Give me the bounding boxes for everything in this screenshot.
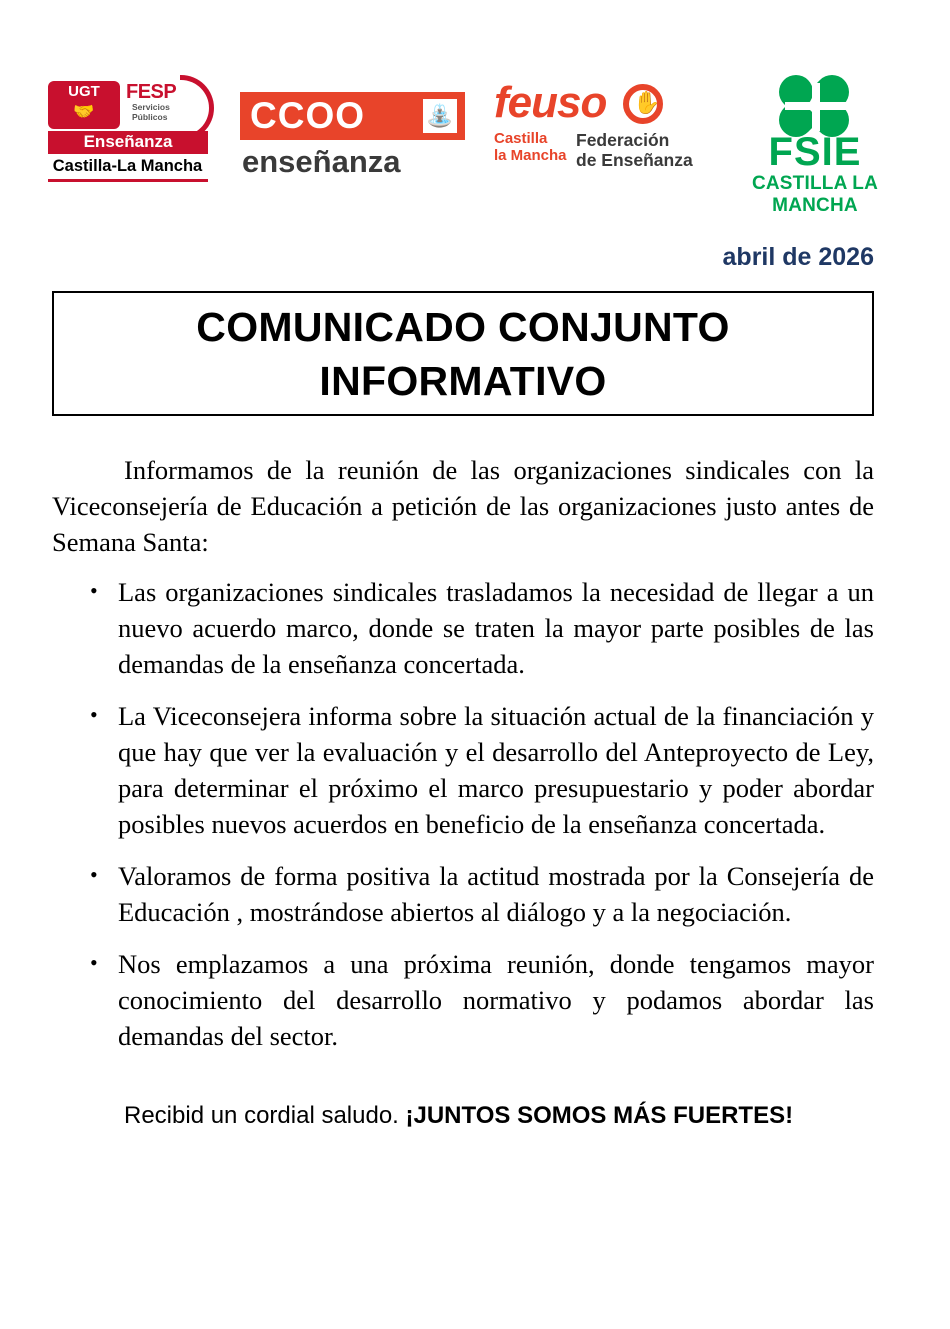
logo-ugt [40, 75, 215, 195]
list-item: • La Viceconsejera informa sobre la situación actual de la financiación y que hay que ver la evaluación y el desarrollo del Anteproyecto de Ley, para determinar el próximo el marco presupuestario y poder abordar posibles nuevos acuerdos en beneficio de la enseñanza concertada. [52, 698, 874, 842]
closing-greeting: Recibid un cordial saludo. [124, 1102, 406, 1129]
hand-icon: ✋ [633, 89, 661, 115]
ugt-acronym: UGT [68, 83, 100, 100]
feuso-region-label: Castilla la Mancha [494, 129, 567, 164]
feuso-federation-label: Federación de Enseñanza [576, 129, 693, 170]
list-item: • Valoramos de forma positiva la actitud mostrada por la Consejería de Educación , mostrándose abiertos al diálogo y a la negociación. [52, 858, 874, 930]
ugt-underline [48, 179, 208, 182]
castle-icon: ⛲ [423, 99, 457, 133]
document-date: abril de 2026 [722, 243, 874, 271]
closing-slogan: ¡JUNTOS SOMOS MÁS FUERTES! [405, 1102, 794, 1129]
ccoo-acronym: CCOO [250, 95, 365, 136]
ugt-services-label: Servicios Públicos [132, 102, 170, 122]
ugt-fesp-label: FESP [126, 81, 177, 103]
handshake-icon: 🤝 [73, 102, 95, 121]
document-body [52, 452, 874, 1156]
fsie-region-label: CASTILLA LA MANCHA [751, 173, 879, 216]
list-item: • Nos emplazamos a una próxima reunión, donde tengamos mayor conocimiento del desarrollo normativo y podamos abordar las demandas del sector. [52, 946, 874, 1054]
ccoo-sector-label: enseñanza [242, 144, 401, 179]
ugt-sector-label: Enseñanza [48, 131, 208, 154]
fsie-acronym: FSIE [768, 130, 862, 174]
bullet-list [52, 574, 874, 1054]
ccoo-bar [240, 92, 465, 140]
title-box [52, 291, 874, 416]
logo-ccoo [240, 80, 465, 190]
feuso-acronym: feuso [494, 77, 607, 127]
list-item: • Las organizaciones sindicales trasladamos la necesidad de llegar a un nuevo acuerdo marco, donde se traten la mayor parte posibles de las demandas de la enseñanza concertada. [52, 574, 874, 682]
logo-feuso [490, 78, 695, 193]
ugt-region-label: Castilla-La Mancha [52, 157, 203, 175]
logo-fsie [720, 75, 910, 216]
clover-cross-icon [775, 75, 855, 137]
ugt-badge [48, 81, 120, 129]
page-title: COMUNICADO CONJUNTO INFORMATIVO [196, 303, 730, 404]
intro-paragraph: Informamos de la reunión de las organizaciones sindicales con la Viceconsejería de Educación a petición de las organizaciones justo antes de Semana Santa: [52, 455, 874, 557]
closing-paragraph [52, 1100, 874, 1132]
union-logos-row [40, 70, 910, 216]
